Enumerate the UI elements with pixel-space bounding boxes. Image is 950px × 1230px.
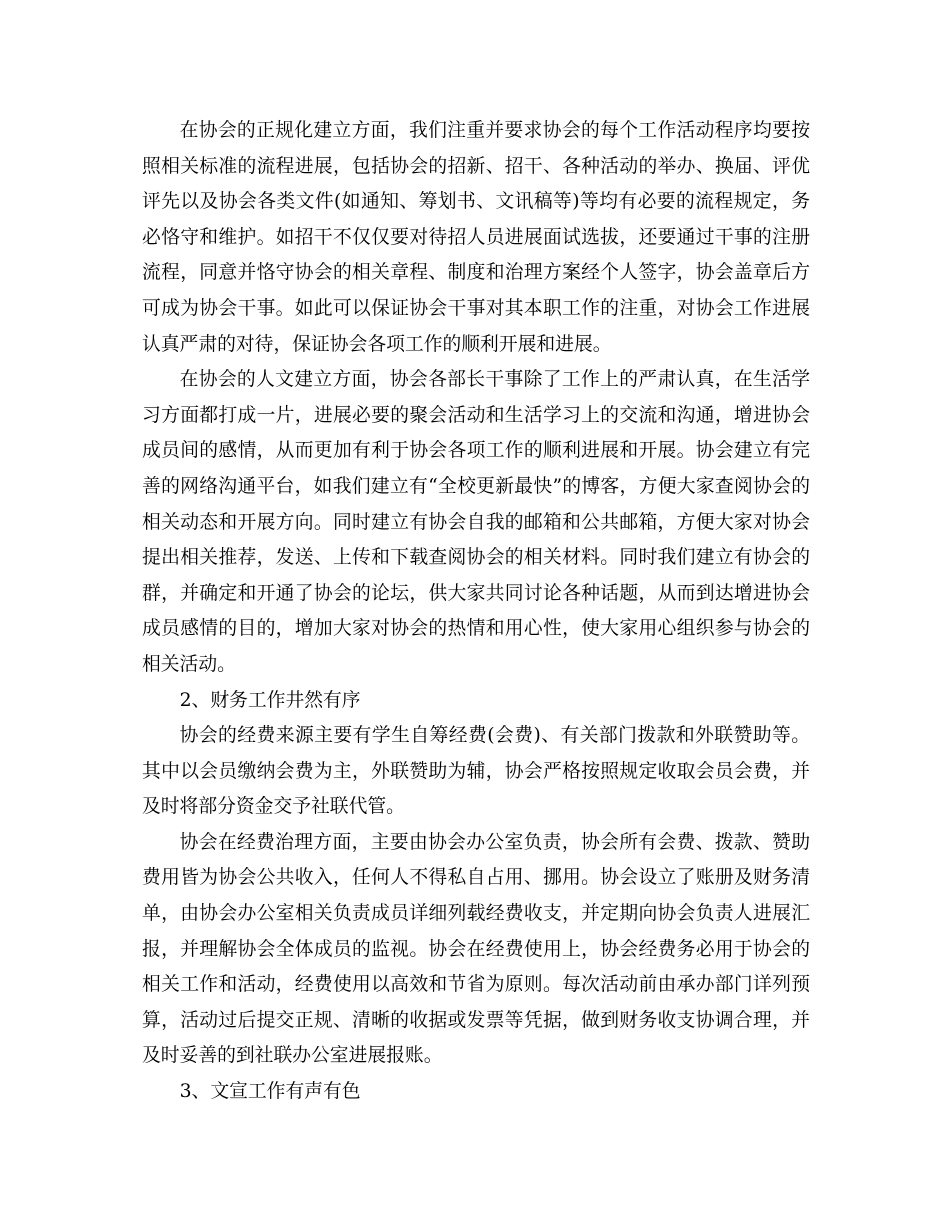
section-heading-finance: 2、财务工作井然有序 — [179, 689, 361, 711]
section-heading-publicity: 3、文宣工作有声有色 — [179, 1081, 361, 1103]
paragraph-funding-sources: 协会的经费来源主要有学生自筹经费(会费)、有关部门拨款和外联赞助等。其中以会员缴纳会费为主，外联赞助为辅，协会严格按照规定收取会员会费，并及时将部分资金交予社联代管。 — [142, 725, 810, 818]
document-body — [142, 113, 810, 1110]
paragraph-standardization: 在协会的正规化建立方面，我们注重并要求协会的每个工作活动程序均要按照相关标准的流程进展，包括协会的招新、招干、各种活动的举办、换届、评优评先以及协会各类文件(如通知、筹划书、文讯稿等)等均有必要的流程规定，务必恪守和维护。如招干不仅仅要对待招人员进展面试选拔，还要通过干事的注册流程，同意并恪守协会的相关章程、制度和治理方案经个人签字，协会盖章后方可成为协会干事。如此可以保证协会干事对其本职工作的注重，对协会工作进展认真严肃的对待，保证协会各项工作的顺利开展和进展。 — [142, 120, 810, 355]
paragraph-funding-management: 协会在经费治理方面，主要由协会办公室负责，协会所有会费、拨款、赞助费用皆为协会公共收入，任何人不得私自占用、挪用。协会设立了账册及财务清单，由协会办公室相关负责成员详细列载经费收支，并定期向协会负责人进展汇报，并理解协会全体成员的监视。协会在经费使用上，协会经费务必用于协会的相关工作和活动，经费使用以高效和节省为原则。每次活动前由承办部门详列预算，活动过后提交正规、清晰的收据或发票等凭据，做到财务收支协调合理，并及时妥善的到社联办公室进展报账。 — [142, 831, 810, 1067]
paragraph-humanities: 在协会的人文建立方面，协会各部长干事除了工作上的严肃认真，在生活学习方面都打成一片，进展必要的聚会活动和生活学习上的交流和沟通，增进协会成员间的感情，从而更加有利于协会各项工作的顺利进展和开展。协会建立有完善的网络沟通平台，如我们建立有“全校更新最快”的博客，方便大家查阅协会的相关动态和开展方向。同时建立有协会自我的邮箱和公共邮箱，方便大家对协会提出相关推荐，发送、上传和下载查阅协会的相关材料。同时我们建立有协会的群，并确定和开通了协会的论坛，供大家共同讨论各种话题，从而到达增进协会成员感情的目的，增加大家对协会的热情和用心性，使大家用心组织参与协会的相关活动。 — [142, 369, 810, 675]
